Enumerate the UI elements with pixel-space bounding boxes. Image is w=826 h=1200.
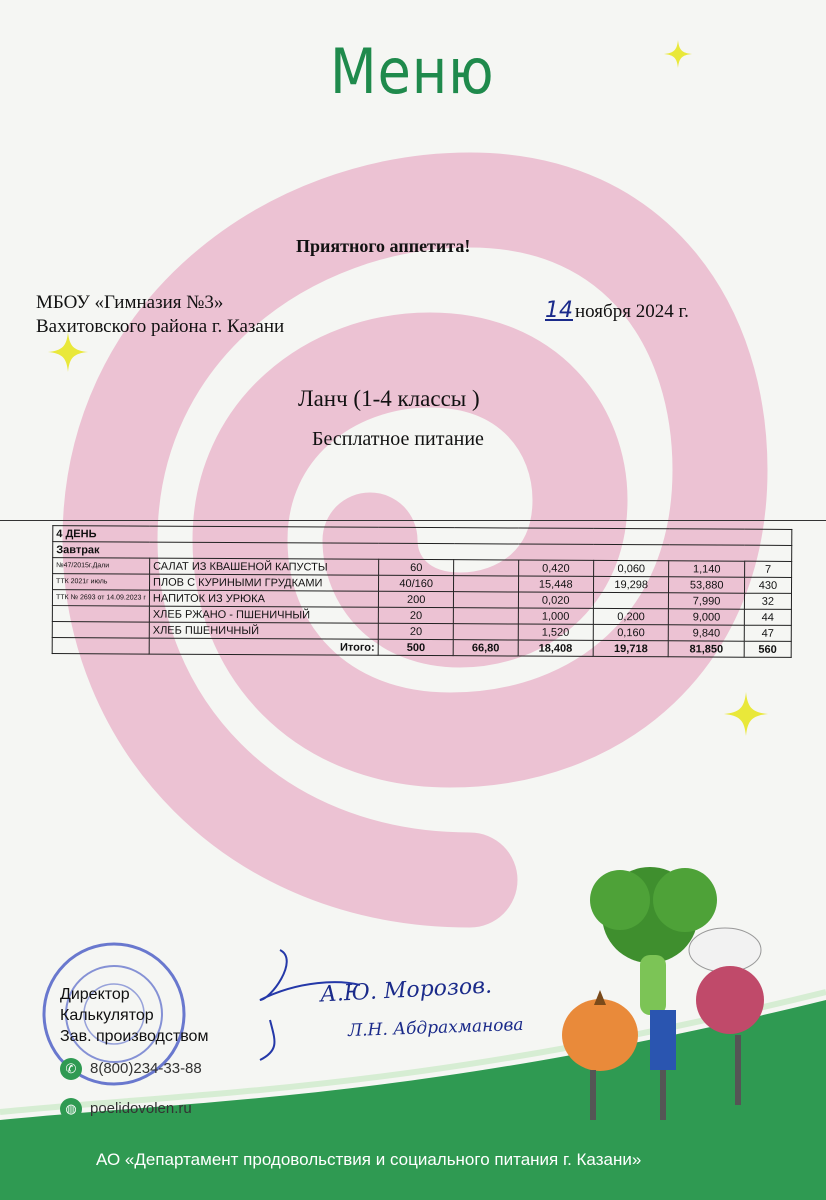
kcal: 7	[744, 561, 791, 577]
director-signature	[240, 940, 500, 1070]
signature-roles	[60, 984, 208, 1047]
kcal: 430	[744, 577, 791, 593]
total-label: Итого:	[149, 638, 378, 655]
section-label: Завтрак	[53, 542, 792, 562]
fats: 0,160	[593, 624, 669, 640]
proteins: 1,000	[518, 608, 594, 624]
phone-number: 8(800)234-33-88	[90, 1059, 202, 1077]
fats: 19,298	[593, 576, 669, 592]
globe-icon: ◍	[60, 1098, 82, 1120]
role-director: Директор	[60, 986, 130, 1003]
carbs: 7,990	[669, 593, 745, 609]
carbs: 53,880	[669, 577, 745, 593]
kcal: 44	[744, 609, 791, 625]
day-label: 4 ДЕНЬ	[53, 526, 792, 546]
portion: 200	[378, 591, 454, 607]
proteins: 0,020	[518, 592, 594, 608]
dish-name: ХЛЕБ РЖАНО - ПШЕНИЧНЫЙ	[149, 606, 378, 623]
carbs: 1,140	[669, 561, 745, 577]
meal-subtitle: Бесплатное питание	[312, 428, 484, 450]
phone-icon: ✆	[60, 1058, 82, 1080]
date-month-year: ноября 2024 г.	[575, 301, 689, 322]
portion: 20	[378, 607, 454, 623]
vegetable-mascots-illustration	[560, 860, 790, 1130]
role-production-head: Зав. производством	[60, 1028, 209, 1045]
fats: 0,200	[593, 608, 669, 624]
recipe-code: ТТК № 2693 от 14.09.2023 г	[52, 590, 149, 607]
kcal: 47	[744, 625, 791, 641]
school-name: МБОУ «Гимназия №3»	[36, 292, 224, 313]
total-carbs: 81,850	[669, 641, 745, 657]
carbs: 9,000	[669, 609, 745, 625]
page-title: Меню	[330, 35, 495, 108]
signature-name-1: А.Ю. Морозов.	[319, 973, 493, 1008]
role-calculator: Калькулятор	[60, 1007, 154, 1024]
contact-phone	[60, 1058, 202, 1080]
dish-name: ПЛОВ С КУРИНЫМИ ГРУДКАМИ	[149, 574, 378, 591]
recipe-code: ТТК 2021г июль	[53, 574, 150, 591]
total-proteins: 18,408	[518, 640, 594, 656]
dish-name: САЛАТ ИЗ КВАШЕНОЙ КАПУСТЫ	[150, 558, 379, 575]
carbs: 9,840	[669, 625, 745, 641]
total-price: 66,80	[454, 640, 518, 656]
contact-website	[60, 1098, 192, 1120]
portion: 40/160	[378, 575, 454, 591]
proteins: 15,448	[518, 576, 594, 592]
portion: 20	[378, 623, 454, 639]
date-day: 14	[545, 298, 573, 323]
total-fats: 19,718	[593, 640, 669, 656]
kcal: 32	[744, 593, 791, 609]
proteins: 0,420	[518, 560, 594, 576]
fats: 0,060	[594, 560, 670, 576]
meal-title: Ланч (1-4 классы )	[298, 386, 480, 411]
total-portion: 500	[378, 639, 454, 655]
footer-organization: АО «Департамент продовольствия и социального питания г. Казани»	[96, 1150, 642, 1169]
signature-name-2: Л.Н. Абдрахманова	[347, 1014, 524, 1042]
website-url: poelidovolen.ru	[90, 1099, 192, 1117]
total-kcal: 560	[744, 641, 791, 657]
dish-name: НАПИТОК ИЗ УРЮКА	[149, 590, 378, 607]
dish-name: ХЛЕБ ПШЕНИЧНЫЙ	[149, 622, 378, 639]
recipe-code: №47/2015г.Дали	[53, 558, 150, 575]
portion: 60	[379, 559, 455, 575]
proteins: 1,520	[518, 624, 594, 640]
greeting: Приятного аппетита!	[296, 236, 471, 256]
school-district: Вахитовского района г. Казани	[36, 316, 285, 337]
